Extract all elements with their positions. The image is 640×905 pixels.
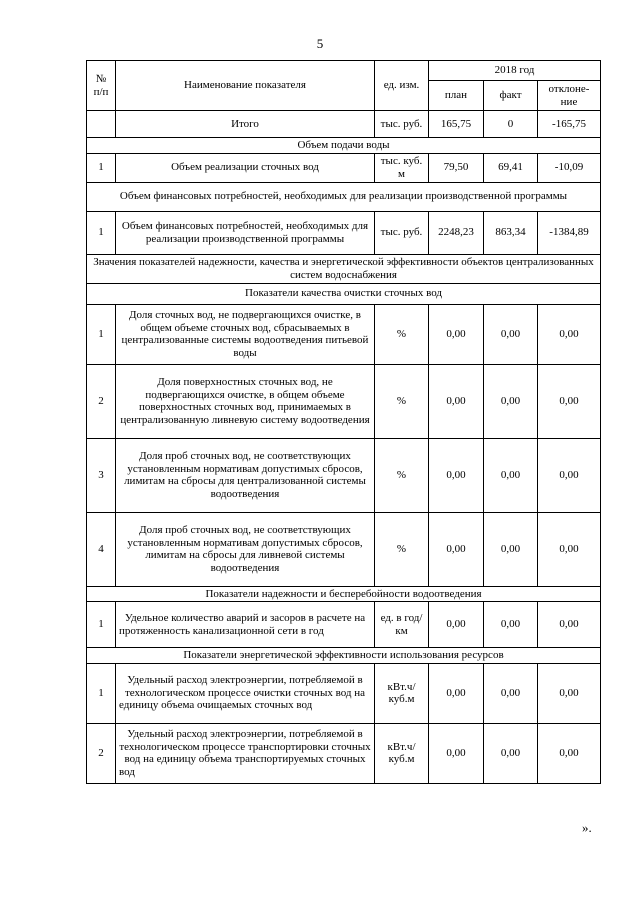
section-title: Объем подачи воды: [87, 138, 601, 154]
section-title: Показатели энергетической эффективности использования ресурсов: [87, 648, 601, 664]
table-row: [87, 153, 601, 182]
total-plan: 165,75: [429, 111, 484, 138]
table-row: [87, 602, 601, 648]
row-plan: 0,00: [429, 723, 484, 783]
row-unit: ед. в год/ км: [375, 602, 429, 648]
row-unit: тыс. куб. м: [375, 153, 429, 182]
indicators-table: [86, 60, 601, 784]
row-fact: 0,00: [484, 723, 538, 783]
header-num: № п/п: [87, 61, 116, 111]
row-unit: %: [375, 364, 429, 438]
table-row: [87, 512, 601, 586]
row-num: 3: [87, 438, 116, 512]
row-num: 2: [87, 723, 116, 783]
row-name: Объем реализации сточных вод: [116, 153, 375, 182]
row-fact: 0,00: [484, 304, 538, 364]
header-unit: ед. изм.: [375, 61, 429, 111]
header-plan: план: [429, 81, 484, 111]
section-row: [87, 254, 601, 283]
closing-quote-mark: ».: [582, 820, 592, 835]
table-row: [87, 438, 601, 512]
row-num: 1: [87, 153, 116, 182]
row-plan: 0,00: [429, 364, 484, 438]
row-num: 1: [87, 602, 116, 648]
table-row: [87, 364, 601, 438]
row-plan: 0,00: [429, 304, 484, 364]
section-title: Показатели качества очистки сточных вод: [87, 283, 601, 304]
total-name: Итого: [116, 111, 375, 138]
row-deviation: 0,00: [538, 663, 601, 723]
row-fact: 0,00: [484, 438, 538, 512]
total-row: [87, 111, 601, 138]
row-fact: 69,41: [484, 153, 538, 182]
row-num: 2: [87, 364, 116, 438]
row-deviation: -10,09: [538, 153, 601, 182]
row-unit: %: [375, 304, 429, 364]
row-num: 1: [87, 663, 116, 723]
page-number: 5: [316, 36, 324, 51]
row-deviation: -1384,89: [538, 211, 601, 254]
row-num: 1: [87, 211, 116, 254]
row-name: Доля проб сточных вод, не соответствующих установленным нормативам допустимых сбросов, лимитам на сбросы для централизованной системы водоотведения: [116, 438, 375, 512]
row-plan: 0,00: [429, 663, 484, 723]
header-deviation: отклоне-ние: [538, 81, 601, 111]
row-fact: 863,34: [484, 211, 538, 254]
row-unit: %: [375, 512, 429, 586]
row-name: Удельное количество аварий и засоров в расчете на протяженность канализационной сети в год: [116, 602, 375, 648]
row-name: Объем финансовых потребностей, необходимых для реализации производственной программы: [116, 211, 375, 254]
row-deviation: 0,00: [538, 723, 601, 783]
section-row: [87, 586, 601, 602]
row-plan: 0,00: [429, 512, 484, 586]
total-unit: тыс. руб.: [375, 111, 429, 138]
row-unit: тыс. руб.: [375, 211, 429, 254]
row-deviation: 0,00: [538, 364, 601, 438]
row-deviation: 0,00: [538, 602, 601, 648]
header-row: [87, 61, 601, 81]
row-deviation: 0,00: [538, 512, 601, 586]
header-fact: факт: [484, 81, 538, 111]
row-name: Доля поверхностных сточных вод, не подвергающихся очистке, в общем объеме поверхностных сточных вод, принимаемых в централизованную ливневую систему водоотведения: [116, 364, 375, 438]
section-row: [87, 138, 601, 154]
table-row: [87, 211, 601, 254]
row-deviation: 0,00: [538, 304, 601, 364]
section-row: [87, 648, 601, 664]
row-name: Доля проб сточных вод, не соответствующих установленным нормативам допустимых сбросов, лимитам на сбросы для ливневой системы водоотведения: [116, 512, 375, 586]
section-title: Объем финансовых потребностей, необходимых для реализации производственной программы: [87, 182, 601, 211]
row-plan: 79,50: [429, 153, 484, 182]
row-fact: 0,00: [484, 663, 538, 723]
row-unit: кВт.ч/ куб.м: [375, 663, 429, 723]
row-num: 1: [87, 304, 116, 364]
table-row: [87, 663, 601, 723]
row-unit: кВт.ч/ куб.м: [375, 723, 429, 783]
row-num: 4: [87, 512, 116, 586]
total-fact: 0: [484, 111, 538, 138]
row-name: Удельный расход электроэнергии, потребляемой в технологическом процессе очистки сточных вод на единицу объема очищаемых сточных вод: [116, 663, 375, 723]
total-deviation: -165,75: [538, 111, 601, 138]
row-name: Удельный расход электроэнергии, потребляемой в технологическом процессе транспортировки сточных вод на единицу объема транспортируемых сточных вод: [116, 723, 375, 783]
header-year: 2018 год: [429, 61, 601, 81]
header-name: Наименование показателя: [116, 61, 375, 111]
row-plan: 2248,23: [429, 211, 484, 254]
section-row: [87, 283, 601, 304]
row-fact: 0,00: [484, 364, 538, 438]
section-title: Значения показателей надежности, качества и энергетической эффективности объектов централизованных систем водоснабжения: [87, 254, 601, 283]
row-plan: 0,00: [429, 602, 484, 648]
row-fact: 0,00: [484, 512, 538, 586]
section-title: Показатели надежности и бесперебойности водоотведения: [87, 586, 601, 602]
table-row: [87, 723, 601, 783]
row-fact: 0,00: [484, 602, 538, 648]
row-plan: 0,00: [429, 438, 484, 512]
row-deviation: 0,00: [538, 438, 601, 512]
row-name: Доля сточных вод, не подвергающихся очистке, в общем объеме сточных вод, сбрасываемых в централизованные системы водоотведения питьевой воды: [116, 304, 375, 364]
table-row: [87, 304, 601, 364]
section-row: [87, 182, 601, 211]
row-unit: %: [375, 438, 429, 512]
